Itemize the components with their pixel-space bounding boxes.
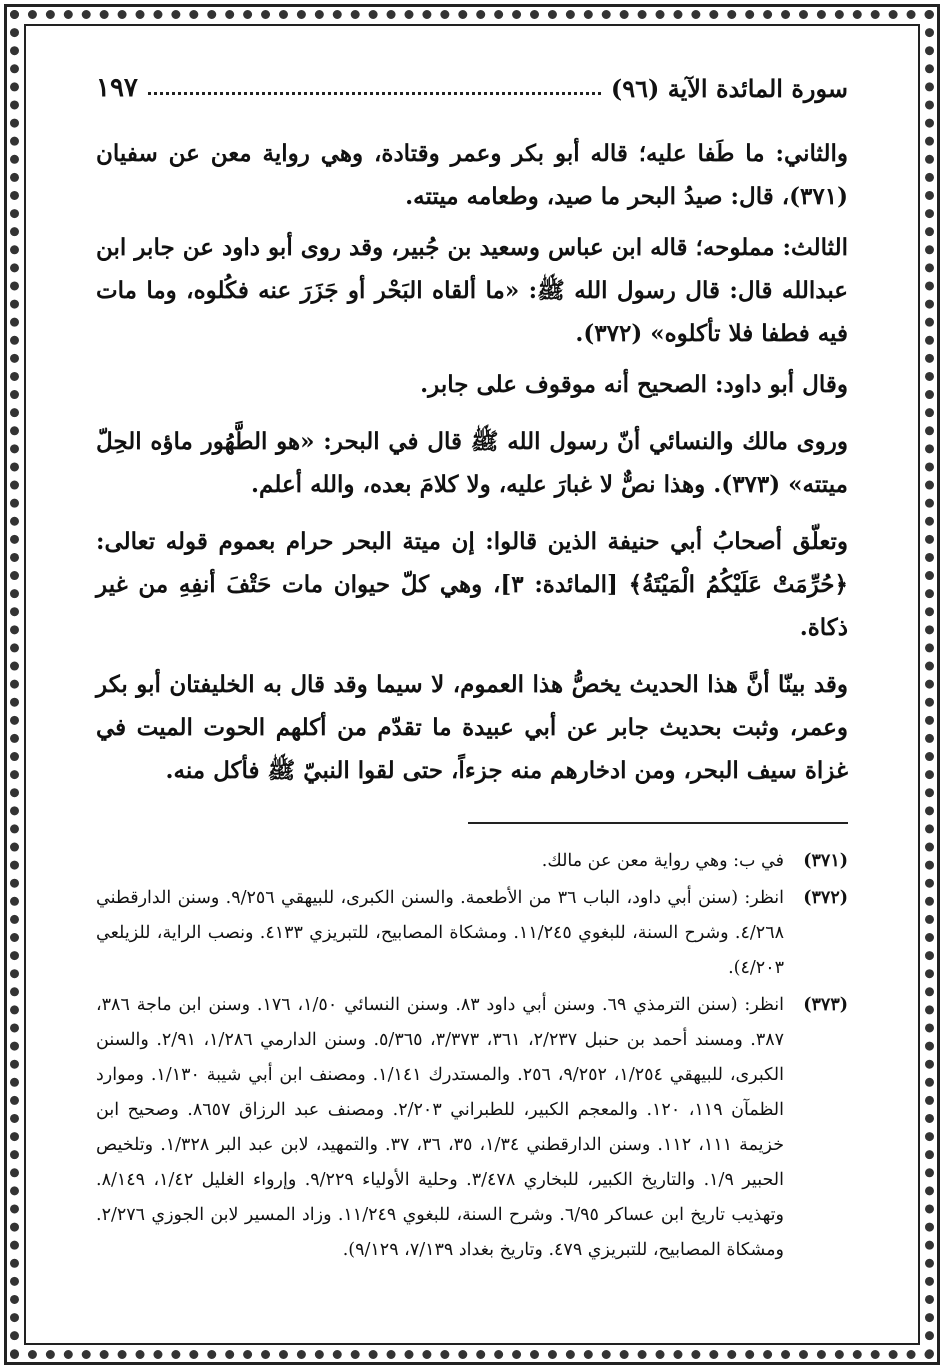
footnote-divider	[468, 822, 848, 824]
footnote-number: (٣٧٢)	[803, 888, 848, 908]
footnote-text: انظر: (سنن أبي داود، الباب ٣٦ من الأطعمة. والسنن الكبرى، للبيهقي ٩/٢٥٦. وسنن الدارقطني ٤/٢٦٨. وشرح السنة، للبغوي ١١/٢٤٥. ومشكاة المصابيح، للتبريزي ٤١٣٣. ونصب الراية، للزيلعي ٤/٢٠٣).	[96, 888, 784, 978]
paragraph: وقد بينّا أنَّ هذا الحديث يخصُّ هذا العموم، لا سيما وقد قال به الخليفتان أبو بكر وعمر، وثبت بحديث جابر عن أبي عبيدة ما تقدّم من أكلهم الحوت الميت في غزاة سيف البحر، ومن ادخارهم منه جزءاً، حتى لقوا النبيّ ﷺ فأكل منه.	[96, 671, 848, 784]
footnote	[96, 881, 848, 986]
paragraph: وروى مالك والنسائي أنّ رسول الله ﷺ قال في البحر: «هو الطَّهُور ماؤه الحِلّ ميتته» (٣٧٣). وهذا نصٌّ لا غبارَ عليه، ولا كلامَ بعده، والله أعلم.	[96, 428, 848, 498]
paragraph: وتعلّق أصحابُ أبي حنيفة الذين قالوا: إن ميتة البحر حرام بعموم قوله تعالى: ﴿حُرِّمَتْ عَلَيْكُمُ الْمَيْتَةُ﴾ [المائدة: ٣]، وهي كلّ حيوان مات حَتْفَ أنفِهِ من غير ذكاة.	[96, 528, 848, 641]
paragraph: الثالث: مملوحه؛ قاله ابن عباس وسعيد بن جُبير، وقد روى أبو داود عن جابر ابن عبدالله قال: قال رسول الله ﷺ: «ما ألقاه البَحْر أو جَزَرَ عنه فكُلوه، وما مات فيه فطفا فلا تأكلوه» (٣٧٢).	[96, 234, 848, 347]
footnote-number: (٣٧١)	[803, 851, 848, 871]
running-header	[96, 66, 848, 110]
footnote-text: انظر: (سنن الترمذي ٦٩. وسنن أبي داود ٨٣. وسنن النسائي ١/٥٠، ١٧٦. وسنن ابن ماجة ٣٨٦، ٣٨٧. ومسند أحمد بن حنبل ٢/٢٣٧، ٣٦١، ٣/٣٧٣، ٥/٣٦٥. وسنن الدارمي ١/٢٨٦، ٢/٩١. والسنن الكبرى، للبيهقي ١/٢٥٤، ٩/٢٥٢، ٢٥٦. والمستدرك ١/١٤١. ومصنف ابن أبي شيبة ١/١٣٠. وموارد الظمآن ١١٩، ١٢٠. والمعجم الكبير، للطبراني ٢/٢٠٣. ومصنف عبد الرزاق ٨٦٥٧. وصحيح ابن خزيمة ١١١، ١١٢. وسنن الدارقطني ١/٣٤، ٣٥، ٣٦، ٣٧. والتمهيد، لابن عبد البر ١/٣٢٨. وتلخيص الحبير ١/٩. والتاريخ الكبير، للبخاري ٣/٤٧٨. وحلية الأولياء ٩/٢٢٩. وإرواء الغليل ١/٤٢، ٨/١٤٩. وتهذيب تاريخ ابن عساكر ٦/٩٥. وشرح السنة، للبغوي ١١/٢٤٩. وزاد المسير لابن الجوزي ٢/٢٧٦. ومشكاة المصابيح، للتبريزي ٤٧٩. وتاريخ بغداد ٧/١٣٩، ٩/١٢٩).	[96, 995, 785, 1260]
footnote	[96, 988, 848, 1268]
paragraph: وقال أبو داود: الصحيح أنه موقوف على جابر.	[420, 371, 848, 398]
paragraph: والثاني: ما طَفا عليه؛ قاله أبو بكر وعمر وقتادة، وهي رواية معن عن سفيان (٣٧١)، قال: صيدُ البحر ما صيد، وطعامه ميتته.	[96, 140, 848, 210]
page-number: ١٩٧	[96, 73, 138, 103]
page-content	[96, 66, 848, 1270]
body-text	[96, 132, 848, 792]
footnote-number: (٣٧٣)	[803, 995, 848, 1015]
footnote-text: في ب: وهي رواية معن عن مالك.	[541, 851, 784, 871]
footnote	[96, 844, 848, 879]
header-title: سورة المائدة الآية (٩٦)	[610, 73, 848, 103]
footnotes	[96, 844, 848, 1268]
header-dot-leader	[148, 92, 601, 95]
